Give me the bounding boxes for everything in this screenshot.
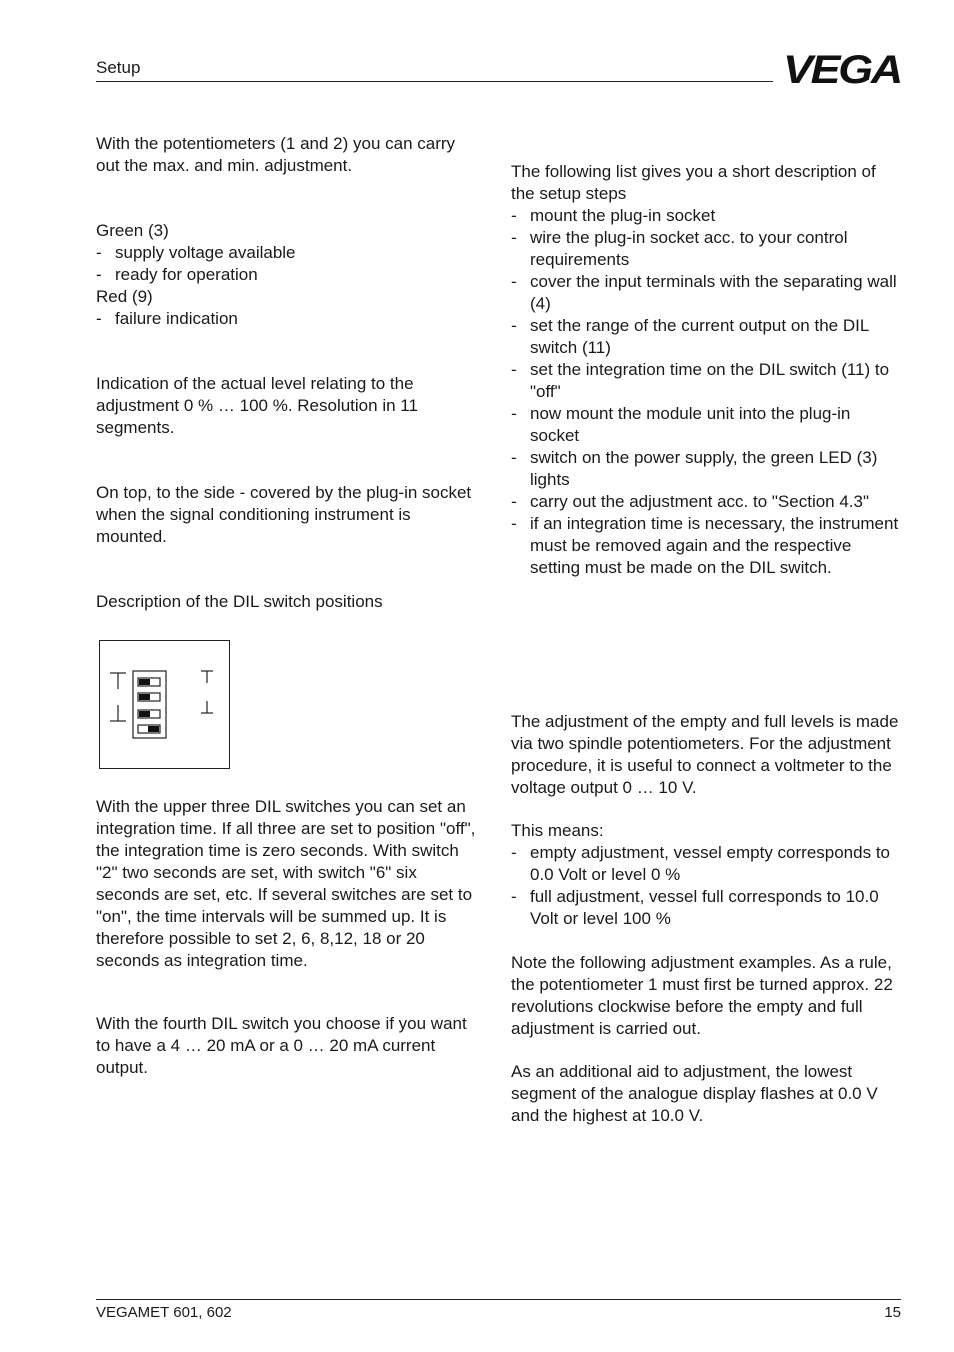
aid-text: As an additional aid to adjustment, the lowest segment of the analogue display flashes at 0.0 V and the highest at 10.0 V. xyxy=(511,1062,878,1125)
red-led-label: Red (9) xyxy=(96,287,153,306)
list-item: - set the range of the current output on the DIL switch (11) xyxy=(511,315,901,359)
product-name: VEGAMET 601, 602 xyxy=(96,1304,232,1321)
list-item: - ready for operation xyxy=(96,264,480,286)
section-title: Setup xyxy=(96,58,141,77)
dil-location-text: On top, to the side - covered by the plug-in socket when the signal conditioning instrument is mounted. xyxy=(96,483,472,546)
means-block xyxy=(511,820,901,930)
dil-switch-diagram xyxy=(99,640,230,769)
footer-divider xyxy=(96,1299,901,1300)
list-item: - now mount the module unit into the plug-in socket xyxy=(511,403,901,447)
vega-logo xyxy=(782,50,902,86)
adjustment-intro: The adjustment of the empty and full levels is made via two spindle potentiometers. For the adjustment procedure, it is useful to connect a voltmeter to the voltage output 0 … 10 V. xyxy=(511,712,899,797)
list-item: - if an integration time is necessary, the instrument must be removed again and the respective setting must be made on the DIL switch. xyxy=(511,513,901,579)
list-item: - full adjustment, vessel full corresponds to 10.0 Volt or level 100 % xyxy=(511,886,901,930)
means-list xyxy=(511,842,901,930)
list-item: - switch on the power supply, the green LED (3) lights xyxy=(511,447,901,491)
setup-steps xyxy=(511,161,901,579)
green-led-list xyxy=(96,242,480,286)
list-item: - cover the input terminals with the separating wall (4) xyxy=(511,271,901,315)
led-description xyxy=(96,220,480,330)
list-item: - supply voltage available xyxy=(96,242,480,264)
list-item: - mount the plug-in socket xyxy=(511,205,901,227)
integration-text: With the upper three DIL switches you can set an integration time. If all three are set to position "off", the integration time is zero seconds. With switch "2" two seconds are set, with switch "6" six seconds are set, etc. If several switches are set to "on", the time intervals will be summed up. It is therefore possible to set 2, 6, 8,12, 18 or 20 seconds as integration time. xyxy=(96,797,476,970)
page-number: 15 xyxy=(884,1304,901,1321)
list-item: - empty adjustment, vessel empty corresponds to 0.0 Volt or level 0 % xyxy=(511,842,901,886)
list-item: - carry out the adjustment acc. to "Section 4.3" xyxy=(511,491,901,513)
red-led-list xyxy=(96,308,480,330)
examples-text: Note the following adjustment examples. As a rule, the potentiometer 1 must first be turned approx. 22 revolutions clockwise before the empty and full adjustment is carried out. xyxy=(511,953,893,1038)
list-item: - failure indication xyxy=(96,308,480,330)
means-label: This means: xyxy=(511,821,604,840)
green-led-label: Green (3) xyxy=(96,221,169,240)
current-output-text: With the fourth DIL switch you choose if you want to have a 4 … 20 mA or a 0 … 20 mA current output. xyxy=(96,1014,467,1077)
steps-intro: The following list gives you a short description of the setup steps xyxy=(511,162,876,203)
dil-switch-icon xyxy=(100,641,229,768)
dil-description-text: Description of the DIL switch positions xyxy=(96,592,383,611)
list-item: - set the integration time on the DIL switch (11) to "off" xyxy=(511,359,901,403)
header-divider xyxy=(96,81,773,82)
potentiometer-text: With the potentiometers (1 and 2) you can carry out the max. and min. adjustment. xyxy=(96,134,456,175)
display-text: Indication of the actual level relating to the adjustment 0 % … 100 %. Resolution in 11 segments. xyxy=(96,374,418,437)
list-item: - wire the plug-in socket acc. to your control requirements xyxy=(511,227,901,271)
svg-text:VEGA: VEGA xyxy=(783,50,901,86)
steps-list xyxy=(511,205,901,579)
